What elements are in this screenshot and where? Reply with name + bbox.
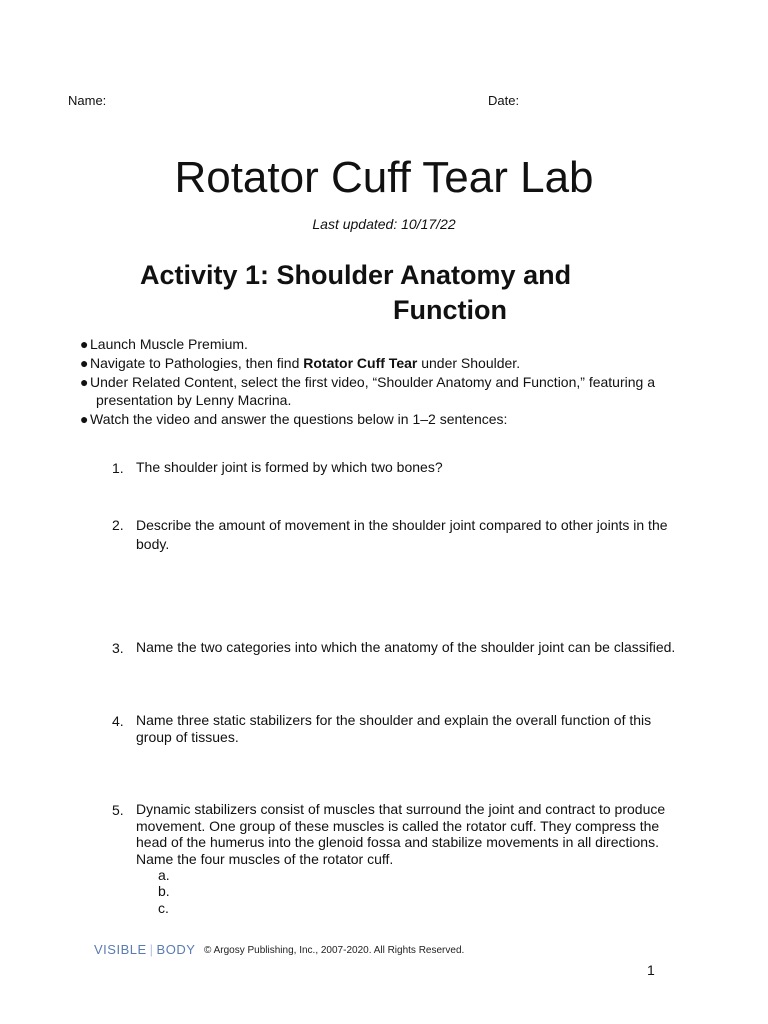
- last-updated: Last updated: 10/17/22: [312, 216, 456, 232]
- copyright-notice: © Argosy Publishing, Inc., 2007-2020. All Rights Reserved.: [204, 945, 465, 956]
- question-text: Describe the amount of movement in the shoulder joint compared to other joints in the body.: [136, 517, 668, 552]
- bullet-icon: ●: [80, 374, 89, 390]
- answer-item-b: b.: [158, 883, 170, 899]
- name-label: Name:: [68, 93, 107, 108]
- visible-body-logo: VISIBLE | BODY: [94, 942, 196, 957]
- page-title: Rotator Cuff Tear Lab: [174, 153, 594, 202]
- question-number: 5.: [112, 802, 124, 818]
- bullet-item: ● Navigate to Pathologies, then find Rotator Cuff Tear under Shoulder.: [80, 355, 521, 371]
- bullet-icon: ●: [80, 411, 89, 427]
- question-number: 4.: [112, 713, 124, 729]
- bullet-icon: ●: [80, 336, 89, 352]
- question-number: 1.: [112, 460, 124, 476]
- question-text: The shoulder joint is formed by which two bones?: [136, 459, 443, 475]
- page-number: 1: [647, 962, 655, 978]
- question-text: Dynamic stabilizers consist of muscles that surround the joint and contract to produce movement. One group of these muscles is called the rotator cuff. They compress the head of the humerus into the glenoid fossa and stabilize movements in all directions. Name the four muscles of the rotator cuff.: [136, 801, 666, 867]
- bullet-icon: ●: [80, 355, 89, 371]
- question-number: 3.: [112, 640, 124, 656]
- question-text: Name the two categories into which the anatomy of the shoulder joint can be classified.: [136, 639, 676, 655]
- question-text: Name three static stabilizers for the shoulder and explain the overall function of this group of tissues.: [136, 712, 652, 745]
- bullet-continuation: presentation by Lenny Macrina.: [96, 392, 292, 408]
- activity-heading-line2: Function: [393, 295, 507, 325]
- answer-item-a: a.: [158, 867, 170, 883]
- question-number: 2.: [112, 517, 124, 533]
- logo-divider-icon: |: [149, 942, 154, 957]
- bullet-item: ● Launch Muscle Premium.: [80, 336, 248, 352]
- date-label: Date:: [488, 93, 520, 108]
- activity-heading-line1: Activity 1: Shoulder Anatomy and: [140, 260, 572, 290]
- bullet-item: ● Watch the video and answer the questions below in 1–2 sentences:: [80, 411, 508, 427]
- answer-item-c: c.: [158, 900, 169, 916]
- bullet-item: ● Under Related Content, select the first video, “Shoulder Anatomy and Function,” featuring a: [80, 374, 655, 390]
